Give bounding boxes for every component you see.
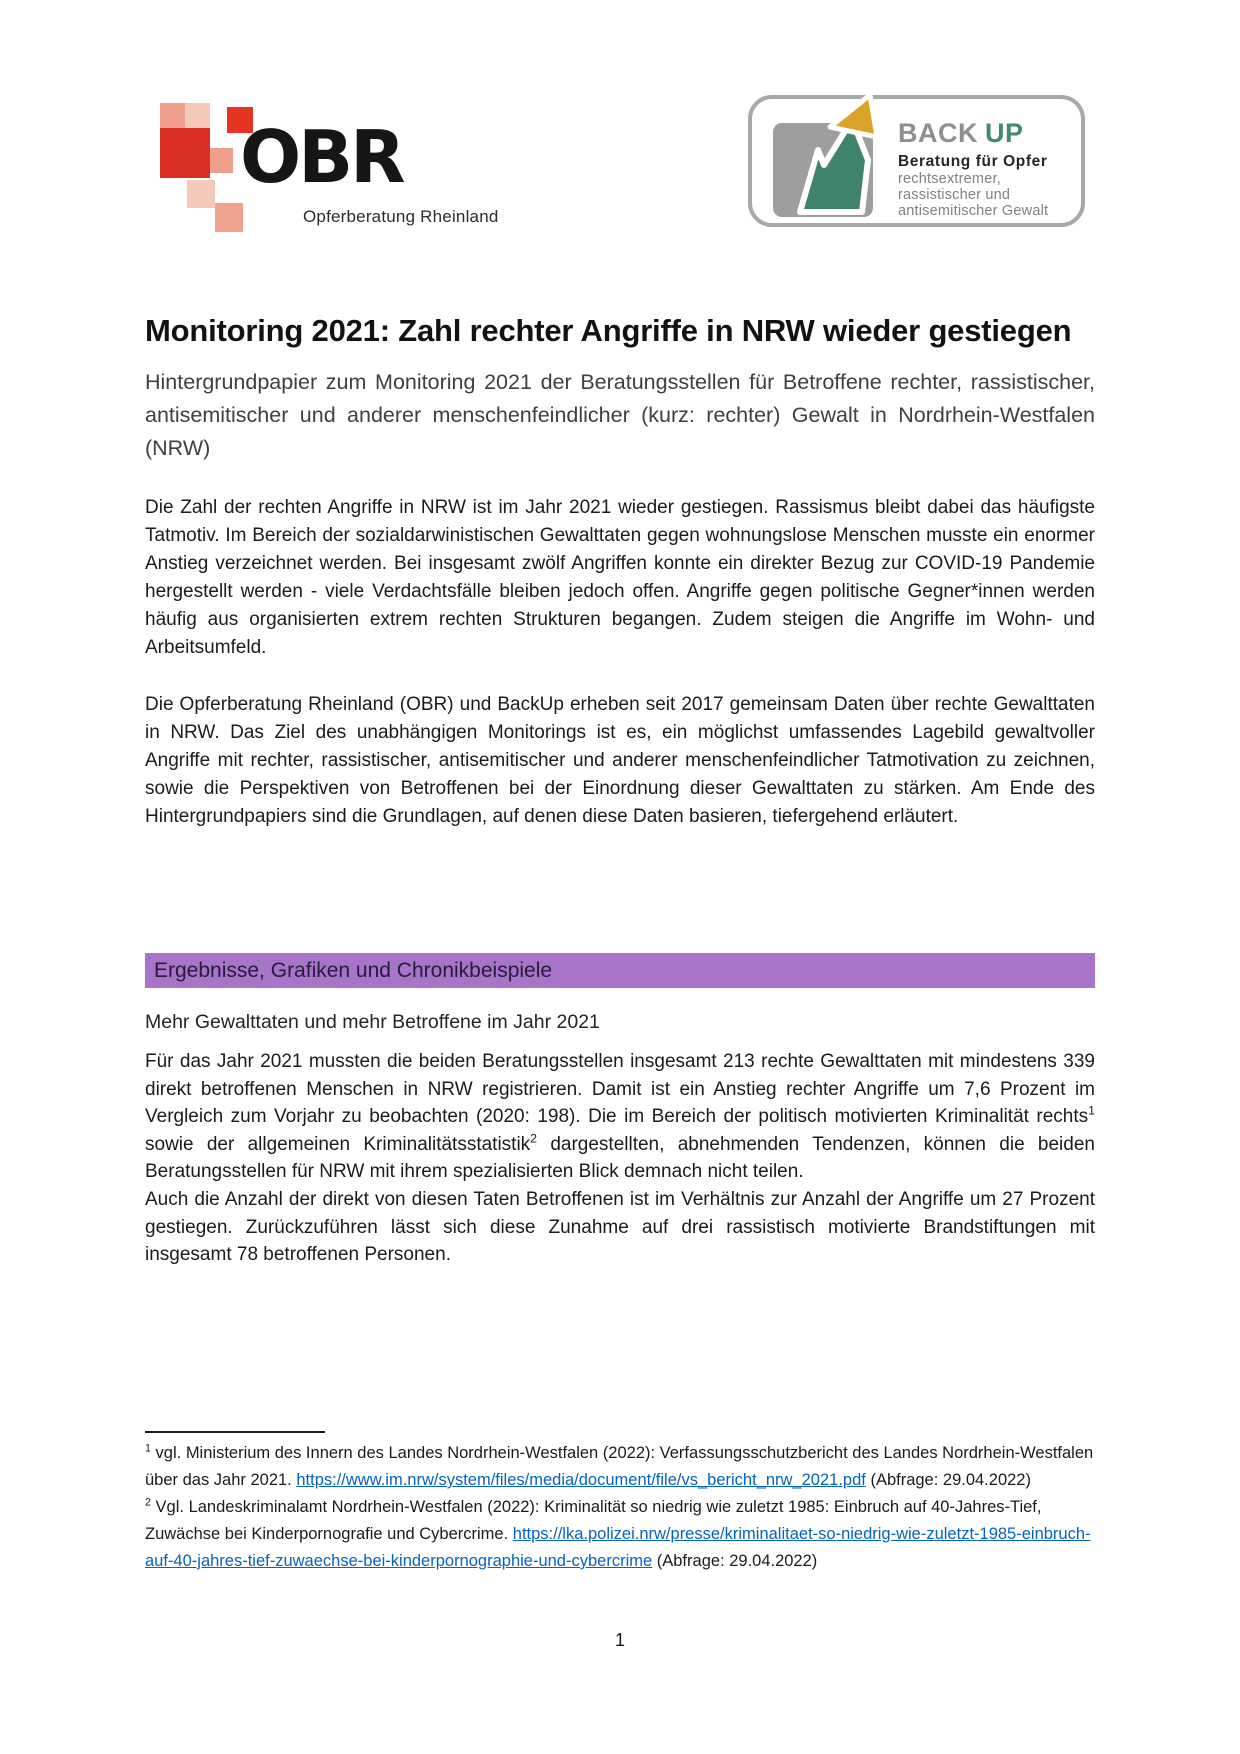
backup-logo	[748, 92, 1085, 227]
obr-tagline: Opferberatung Rheinland	[303, 207, 499, 226]
backup-word-up: UP	[985, 118, 1024, 148]
results-block	[145, 1048, 1095, 1269]
backup-logo-text	[898, 120, 1088, 220]
footnote-1-link[interactable]: https://www.im.nrw/system/files/media/document/file/vs_bericht_nrw_2021.pdf	[296, 1471, 866, 1489]
obr-pixel-square	[185, 103, 210, 128]
section-header-label: Ergebnisse, Grafiken und Chronikbeispiele	[154, 959, 553, 982]
obr-pixel-square	[187, 180, 215, 208]
results-p1-part3: dargestellten, abnehmenden Tendenzen, können die beiden Beratungsstellen für NRW mit ihrem spezialisierten Blick demnach nicht teilen.	[145, 1133, 1095, 1183]
section-header-bar	[145, 953, 1095, 988]
page-title: Monitoring 2021: Zahl rechter Angriffe in NRW wieder gestiegen	[145, 312, 1072, 348]
obr-pixel-square	[160, 128, 210, 178]
obr-logo	[145, 85, 505, 235]
page-number: 1	[614, 1630, 625, 1650]
footnote-1-marker: 1	[145, 1442, 151, 1455]
section-subheading: Mehr Gewalttaten und mehr Betroffene im Jahr 2021	[145, 1011, 600, 1033]
footnote-2-text: Vgl. Landeskriminalamt Nordrhein-Westfalen (2022): Kriminalität so niedrig wie zuletzt 1985: Einbruch auf 40-Jahres-Tief, Zuwächse bei Kinderpornografie und Cybercrime.	[145, 1498, 1042, 1543]
obr-wordmark: OBR	[240, 115, 403, 199]
intro-paragraph-2: Die Opferberatung Rheinland (OBR) und BackUp erheben seit 2017 gemeinsam Daten über rechte Gewalttaten in NRW. Das Ziel des unabhängigen Monitorings ist es, ein möglichst umfassendes Lagebild gewaltvoller Angriffe mit rechter, rassistischer, antisemitischer und anderer menschenfeindlicher Tatmotivation zu zeichnen, sowie die Perspektiven von Betroffenen bei der Einordnung dieser Gewalttaten zu stärken. Am Ende des Hintergrundpapiers sind die Grundlagen, auf denen diese Daten basieren, tiefergehend erläutert.	[145, 694, 1095, 827]
backup-bold-line: Beratung für Opfer	[898, 153, 1048, 170]
footnote-2-link[interactable]: https://lka.polizei.nrw/presse/kriminalitaet-so-niedrig-wie-zuletzt-1985-einbruch-auf-40-jahres-tief-zuwaechse-bei-kinderpornographie-und-cybercrime	[145, 1525, 1091, 1570]
intro-paragraph-1: Die Zahl der rechten Angriffe in NRW ist im Jahr 2021 wieder gestiegen. Rassismus bleibt dabei das häufigste Tatmotiv. Im Bereich der sozialdarwinistischen Gewalttaten gegen wohnungslose Menschen musste ein enormer Anstieg verzeichnet werden. Bei insgesamt zwölf Angriffen konnte ein direkter Bezug zur COVID-19 Pandemie hergestellt werden - viele Verdachtsfälle bleiben jedoch offen. Angriffe gegen politische Gegner*innen werden häufig aus organisierten extrem rechten Strukturen begangen. Zudem steigen die Angriffe im Wohn- und Arbeitsumfeld.	[145, 497, 1095, 658]
footnote-2-after: (Abfrage: 29.04.2022)	[652, 1552, 818, 1570]
footnote-1-after: (Abfrage: 29.04.2022)	[865, 1471, 1031, 1489]
obr-pixel-square	[160, 103, 185, 128]
backup-gray-line: rassistischer und	[898, 187, 1011, 204]
results-paragraph-2: Auch die Anzahl der direkt von diesen Taten Betroffenen ist im Verhältnis zur Anzahl der Angriffe um 27 Prozent gestiegen. Zurückzuführen lässt sich diese Zunahme auf drei rassistisch motivierte Brandstiftungen mit insgesamt 78 betroffenen Personen.	[145, 1188, 1095, 1266]
results-p1-part2: sowie der allgemeinen Kriminalitätsstatistik	[145, 1133, 531, 1155]
backup-wordmark	[898, 120, 1088, 147]
footnote-ref-1: 1	[1088, 1103, 1095, 1118]
footnote-1-text: vgl. Ministerium des Innern des Landes Nordrhein-Westfalen (2022): Verfassungsschutzbericht des Landes Nordrhein-Westfalen über das Jahr 2021.	[145, 1444, 1094, 1489]
results-paragraph-1	[145, 1048, 1095, 1186]
backup-arrow-icon	[778, 83, 883, 223]
obr-pixel-square	[210, 148, 233, 173]
results-p1-part1: Für das Jahr 2021 mussten die beiden Beratungsstellen insgesamt 213 rechte Gewalttaten mit mindestens 339 direkt betroffenen Menschen in NRW registrieren. Damit ist ein Anstieg rechter Angriffe um 7,6 Prozent im Vergleich zum Vorjahr zu beobachten (2020: 198). Die im Bereich der politisch motivierten Kriminalität rechts	[145, 1051, 1095, 1128]
footnote-separator	[145, 1431, 325, 1433]
document-subtitle: Hintergrundpapier zum Monitoring 2021 der Beratungsstellen für Betroffene rechter, rassistischer, antisemitischer und anderer menschenfeindlicher (kurz: rechter) Gewalt in Nordrhein-Westfalen (NRW)	[145, 370, 1095, 460]
footnotes	[145, 1440, 1095, 1575]
backup-gray-line: antisemitischer Gewalt	[898, 203, 1049, 220]
footnote-1	[145, 1440, 1095, 1494]
footnote-2	[145, 1494, 1095, 1575]
footnote-2-marker: 2	[145, 1496, 151, 1509]
footnote-ref-2: 2	[530, 1131, 538, 1146]
obr-pixel-square	[215, 203, 243, 232]
backup-gray-line: rechtsextremer,	[898, 171, 1001, 187]
backup-word-back: BACK	[898, 118, 978, 148]
